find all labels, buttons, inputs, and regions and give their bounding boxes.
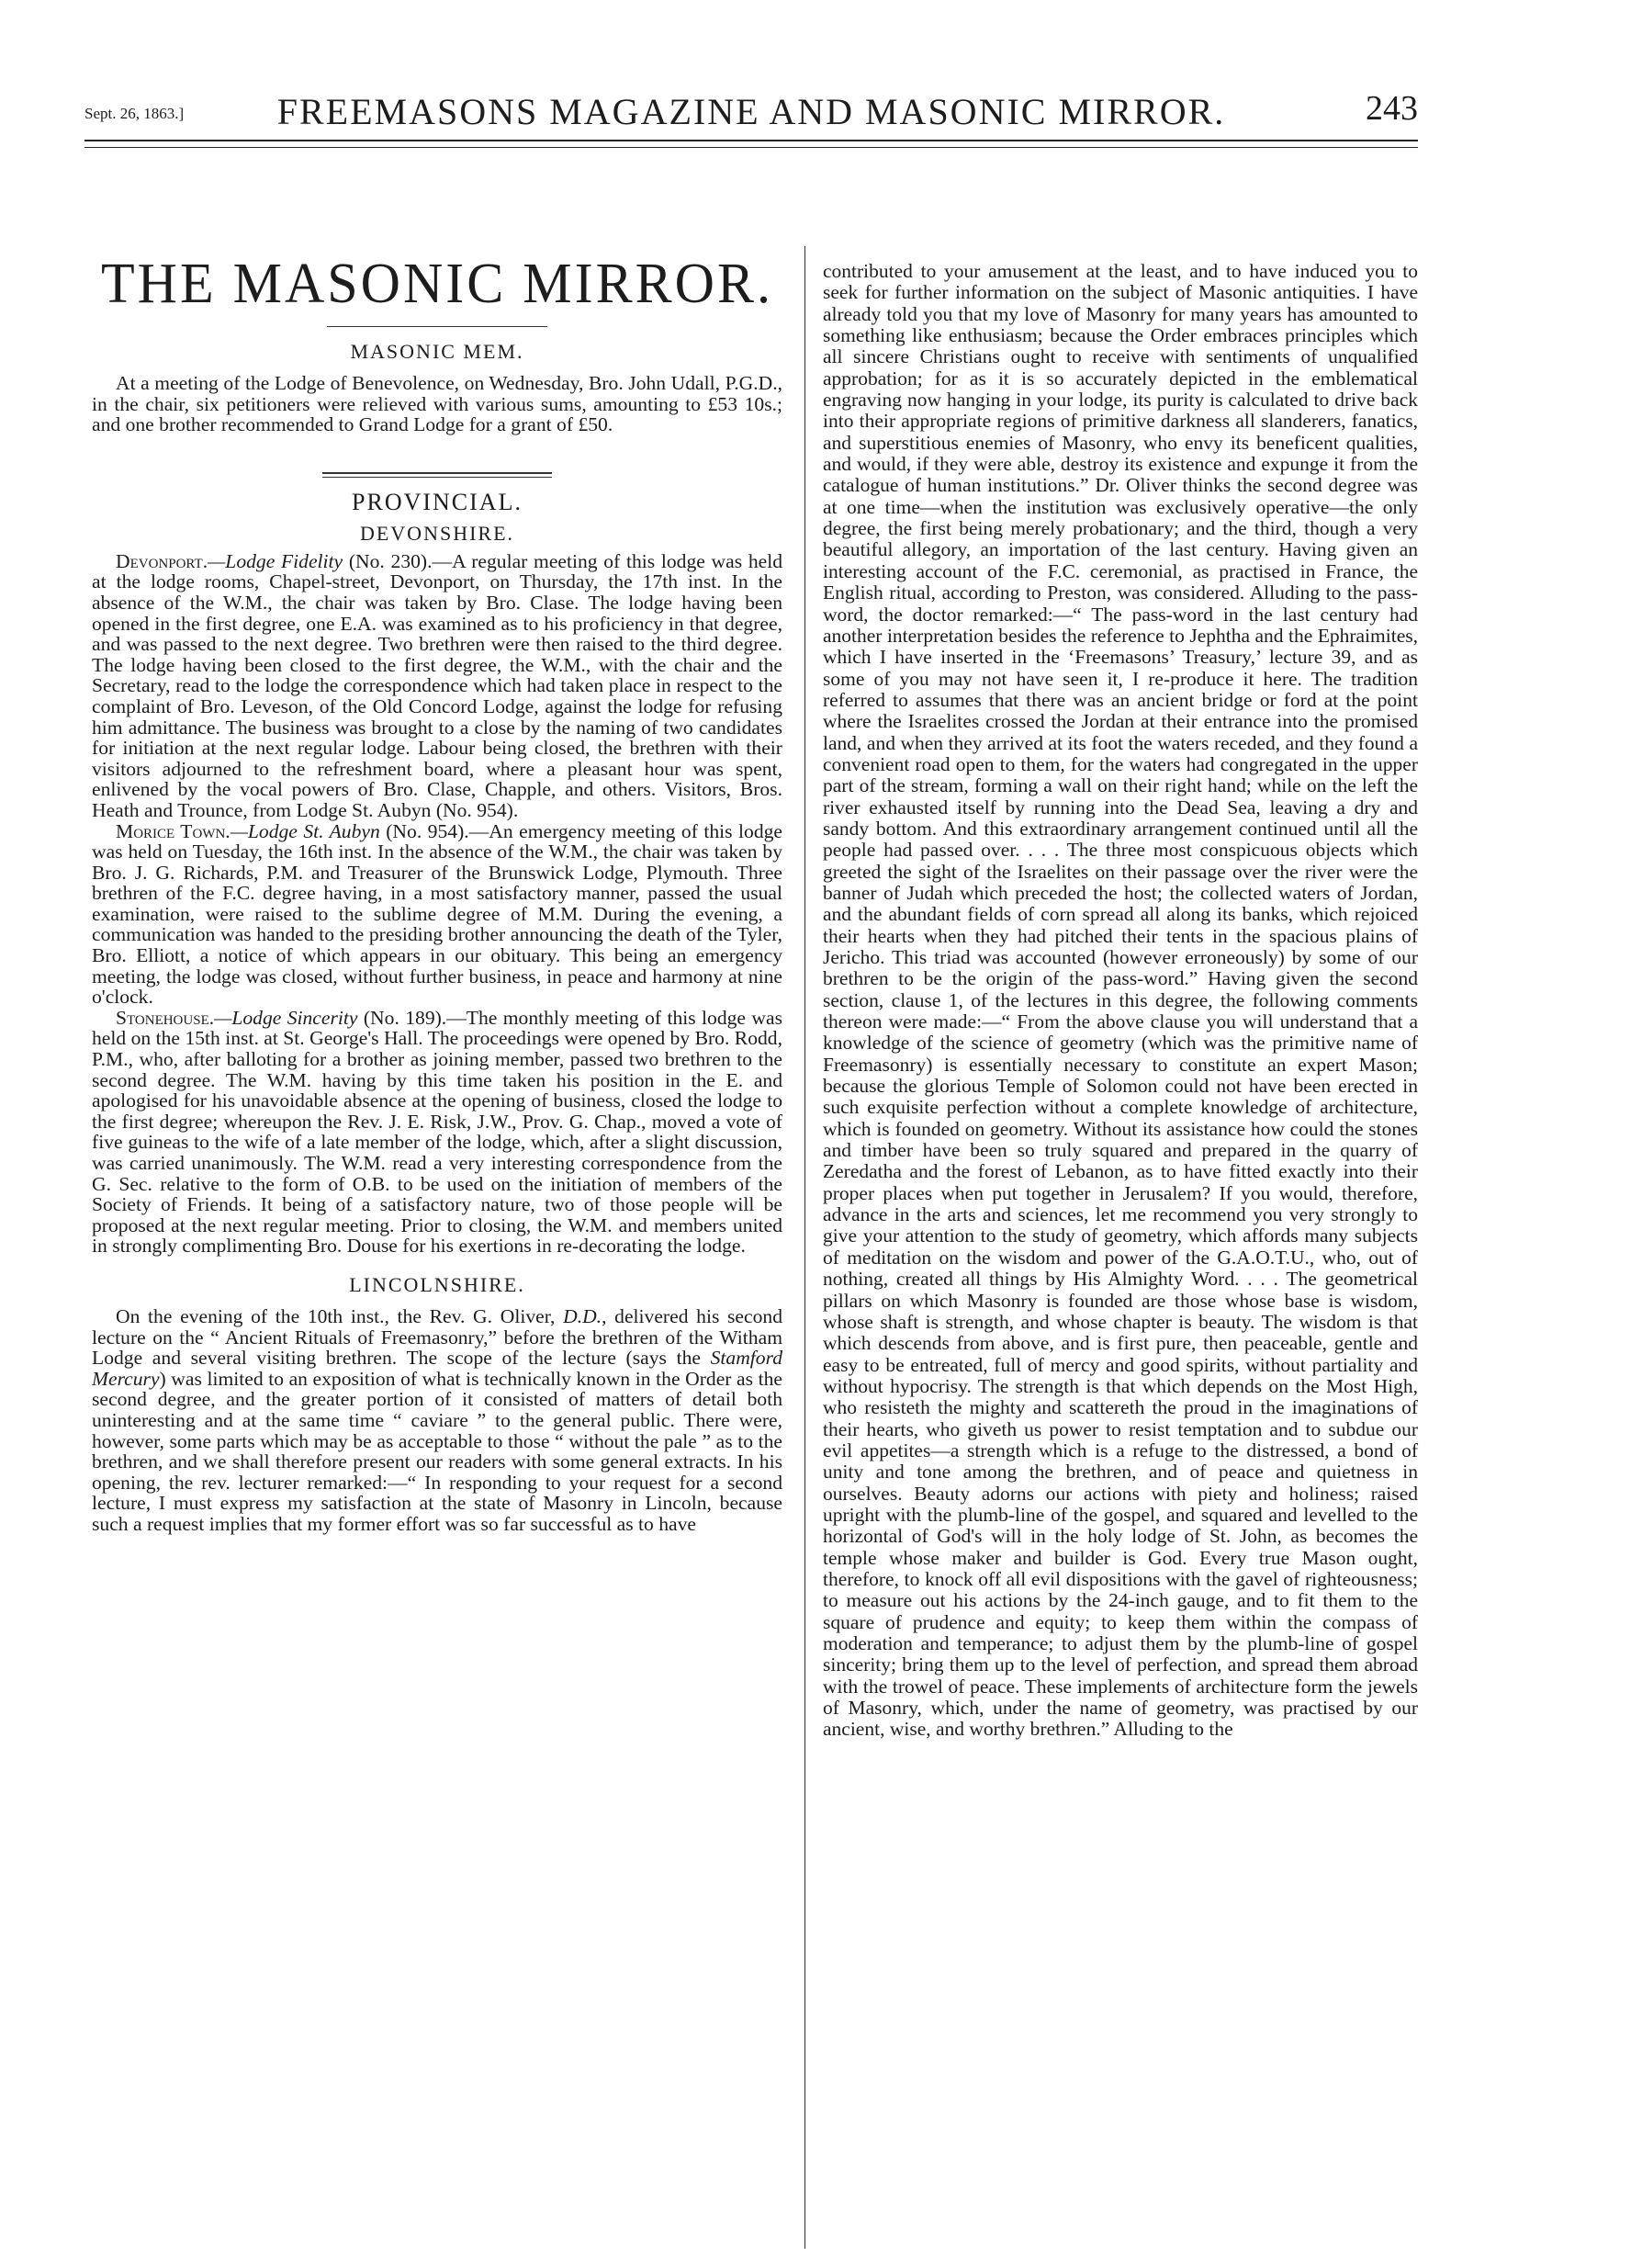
running-header	[84, 85, 1418, 136]
stonehouse-paragraph	[92, 1008, 782, 1257]
masonic-mem-paragraph: At a meeting of the Lodge of Benevolence, on Wednesday, Bro. John Udall, P.G.D., in the chair, six petitioners were relieved with various sums, amounting to £53 10s.; and one brother recommended to Grand Lodge for a grant of £50.	[92, 372, 782, 436]
place-name: Morice Town.	[116, 819, 231, 842]
provincial-heading: PROVINCIAL.	[352, 488, 523, 515]
lodge-name: —Lodge Fidelity	[208, 549, 343, 572]
lecture-continuation: contributed to your amusement at the least, and to have induced you to seek for further information on the subject of Masonic antiquities. I have already told you that my love of Masonry for many years has amounted to something like enthusiasm; because the Order embraces principles which all sincere Christians ought to receive with sentiments of unqualified approbation; for as it is so accurately depicted in the emblematical engraving now hanging in your lodge, its purity is calculated to drive back into their appropriate regions of primitive darkness all slanderers, fanatics, and superstitious enemies of Masonry, who envy its beneficent qualities, and would, if they were able, destroy its existence and expunge it from the catalogue of human institutions.” Dr. Oliver thinks the second degree was at one time—when the institution was exclusively operative—the only degree, the first being merely probationary; and the third, though a very beautiful allegory, an importation of the last century. Having given an interesting account of the F.C. ceremonial, as practised in France, the English ritual, according to Preston, was considered. Alluding to the pass-word, the doctor remarked:—“ The pass-word in the last century had another interpretation besides the reference to Jephtha and the Ephraimites, which I have inserted in the ‘Freemasons’ Treasury,’ lecture 39, and as some of you may not have seen it, I re-produce it here. The tradition referred to assumes that there was an ancient bridge or ford at the point where the Israelites crossed the Jordan at their entrance into the promised land, and when they arrived at its foot the waters receded, and they found a convenient road open to them, for the waters had congregated in the upper part of the stream, forming a wall on their right hand; while on the left the river exhausted itself by running into the Dead Sea, leaving a dry and sandy bottom. And this extraordinary arrangement continued until all the people had passed over. . . . The three most conspicuous objects which greeted the sight of the Israelites on their passage over the river were the banner of Judah which preceded the host; the collected waters of Jordan, and the abundant fields of corn spread all along its banks, which rejoiced their hearts when they had pitched their tents in the spacious plains of Jericho. This triad was accounted (however erroneously) by some of our brethren to be the origin of the pass-word.” Having given the second section, clause 1, of the lectures in this degree, the following comments thereon were made:—“ From the above clause you will understand that a knowledge of the science of geometry (which was the primitive name of Freemasonry) is essentially necessary to constitute an expert Mason; because the glorious Temple of Solomon could not have been erected in such exquisite perfection without a complete knowledge of architecture, which is founded on geometry. Without its assistance how could the stones and timber have been so truly squared and prepared in the quarry of Zeredatha and the forest of Lebanon, as to have fitted exactly into their proper places when put together in Jerusalem? If you would, therefore, advance in the arts and sciences, let me recommend you very strongly to give your attention to the study of geometry, which affords many subjects of meditation on the wisdom and power of the G.A.O.T.U., who, out of nothing, created all things by His Almighty Word. . . . The geometrical pillars on which Masonry is founded are those whose base is wisdom, whose shaft is strength, and whose chapter is beauty. The wisdom is that which descends from above, and is first pure, then peaceable, gentle and easy to be entreated, full of mercy and good spirits, without partiality and without hypocrisy. The strength is that which depends on the Most High, who resisteth the mighty and scattereth the proud in the imaginations of their hearts, who giveth us power to resist temptation and to subdue our evil appetites—a strength which is a refuge to the distressed, a bond of unity and tone among the brethren, and of peace and quietness in ourselves. Beauty adorns our actions with piety and holiness; raised upright with the plumb-line of the gospel, and squared and levelled to the horizontal of God's will in the holy lodge of St. John, as becomes the temple whose maker and builder is God. Every true Mason ought, therefore, to knock off all evil dispositions with the gavel of righteousness; to measure out his actions by the 24-inch gauge, and to fit them to the square of prudence and equity; to keep them within the compass of moderation and temperance; to adjust them by the plumb-line of gospel sincerity; bring them up to the level of perfection, and spread them abroad with the trowel of peace. These implements of architecture form the jewels of Masonry, which, under the name of geometry, was practised by our ancient, wise, and worthy brethren.” Alluding to the	[823, 260, 1418, 1741]
header-rule	[84, 140, 1418, 148]
section-title: THE MASONIC MIRROR.	[100, 251, 774, 315]
devonshire-heading: DEVONSHIRE.	[359, 521, 515, 545]
page-number: 243	[1366, 89, 1418, 128]
morice-town-paragraph	[92, 821, 782, 1008]
paragraph-text: (No. 954).—An emergency meeting of this lodge was held on Tuesday, the 16th inst. In the absence of the W.M., the chair was taken by Bro. J. G. Richards, P.M. and Treasurer of the Brunswick Lodge, Plymouth. Three brethren of the F.C. degree having, in a most satisfactory manner, passed the usual examination, were raised to the sublime degree of M.M. During the evening, a communication was handed to the presiding brother announcing the death of the Tyler, Bro. Elliott, a notice of which appears in our obituary. This being an emergency meeting, the lodge was closed, without further business, in peace and harmony at nine o'clock.	[92, 819, 783, 1009]
left-column	[92, 246, 782, 1535]
devonport-paragraph	[92, 551, 782, 821]
lincolnshire-paragraph	[92, 1306, 782, 1535]
paragraph-text: , delivered his second lecture on the “ Ancient Rituals of Freemasonry,” before the brethren of the Witham Lodge and several visiting brethren. The scope of the lecture (says the	[92, 1304, 782, 1370]
issue-date: Sept. 26, 1863.]	[84, 105, 185, 122]
masonic-mem-heading: MASONIC MEM.	[350, 340, 524, 363]
lodge-name: —Lodge Sincerity	[214, 1006, 358, 1029]
paragraph-text: ) was limited to an exposition of what is technically known in the Order as the second degree, and the greater portion of it consisted of matters of detail both uninteresting and at the same time “ caviare ” to the general public. There were, however, some parts which may be as acceptable to those “ without the pale ” as to the brethren, and we shall therefore present our readers with some general extracts. In his opening, the rev. lecturer remarked:—“ In responding to your request for a second lecture, I must express my satisfaction at the state of Masonry in Lincoln, because such a request implies that my former effort was so far successful as to have	[92, 1367, 782, 1535]
place-name: Devonport.	[116, 549, 208, 572]
degree-abbrev: D.D.	[563, 1304, 602, 1327]
place-name: Stonehouse.	[116, 1006, 215, 1029]
newspaper-name: Stamford Mercury	[92, 1347, 782, 1390]
column-divider	[804, 246, 805, 2249]
masthead: FREEMASONS MAGAZINE AND MASONIC MIRROR.	[276, 91, 1226, 132]
right-column	[823, 261, 1418, 1741]
paragraph-text: (No. 189).—The monthly meeting of this lodge was held on the 15th inst. at St. George's Hall. The proceedings were opened by Bro. Rodd, P.M., who, after balloting for a brother as joining member, passed two brethren to the second degree. The W.M. having by this time taken his position in the E. and apologised for his unavoidable absence at the opening of business, closed the lodge to the first degree; whereupon the Rev. J. E. Risk, J.W., Prov. G. Chap., moved a vote of five guineas to the wife of a late member of the lodge, which, after a slight discussion, was carried unanimously. The W.M. read a very interesting correspondence from the G. Sec. relative to the form of O.B. to be used on the initiation of members of the Society of Friends. It being of a satisfactory nature, two of those people will be proposed at the next regular meeting. Prior to closing, the W.M. and members united in strongly complimenting Bro. Douse for his exertions in re-decorating the lodge.	[92, 1006, 782, 1258]
paragraph-text: On the evening of the 10th inst., the Rev. G. Oliver,	[116, 1304, 564, 1327]
section-divider	[322, 472, 552, 478]
title-rule	[327, 326, 547, 327]
lincolnshire-heading: LINCOLNSHIRE.	[349, 1272, 525, 1296]
lodge-name: —Lodge St. Aubyn	[230, 819, 380, 842]
paragraph-text: (No. 230).—A regular meeting of this lodge was held at the lodge rooms, Chapel-street, Devonport, on Thursday, the 17th inst. In the absence of the W.M., the chair was taken by Bro. Clase. The lodge having been opened in the first degree, one E.A. was examined as to his proficiency in that degree, and was passed to the next degree. Two brethren were then raised to the third degree. The lodge having been closed to the first degree, the W.M., with the chair and the Secretary, read to the lodge the correspondence which had taken place in respect to the complaint of Bro. Leveson, of the Old Concord Lodge, against the lodge for refusing him admittance. The business was brought to a close by the naming of two candidates for initiation at the next regular lodge. Labour being closed, the brethren with their visitors adjourned to the refreshment board, where a pleasant hour was spent, enlivened by the vocal powers of Bro. Clase, Chapple, and others. Visitors, Bros. Heath and Trounce, from Lodge St. Aubyn (No. 954).	[92, 549, 782, 821]
